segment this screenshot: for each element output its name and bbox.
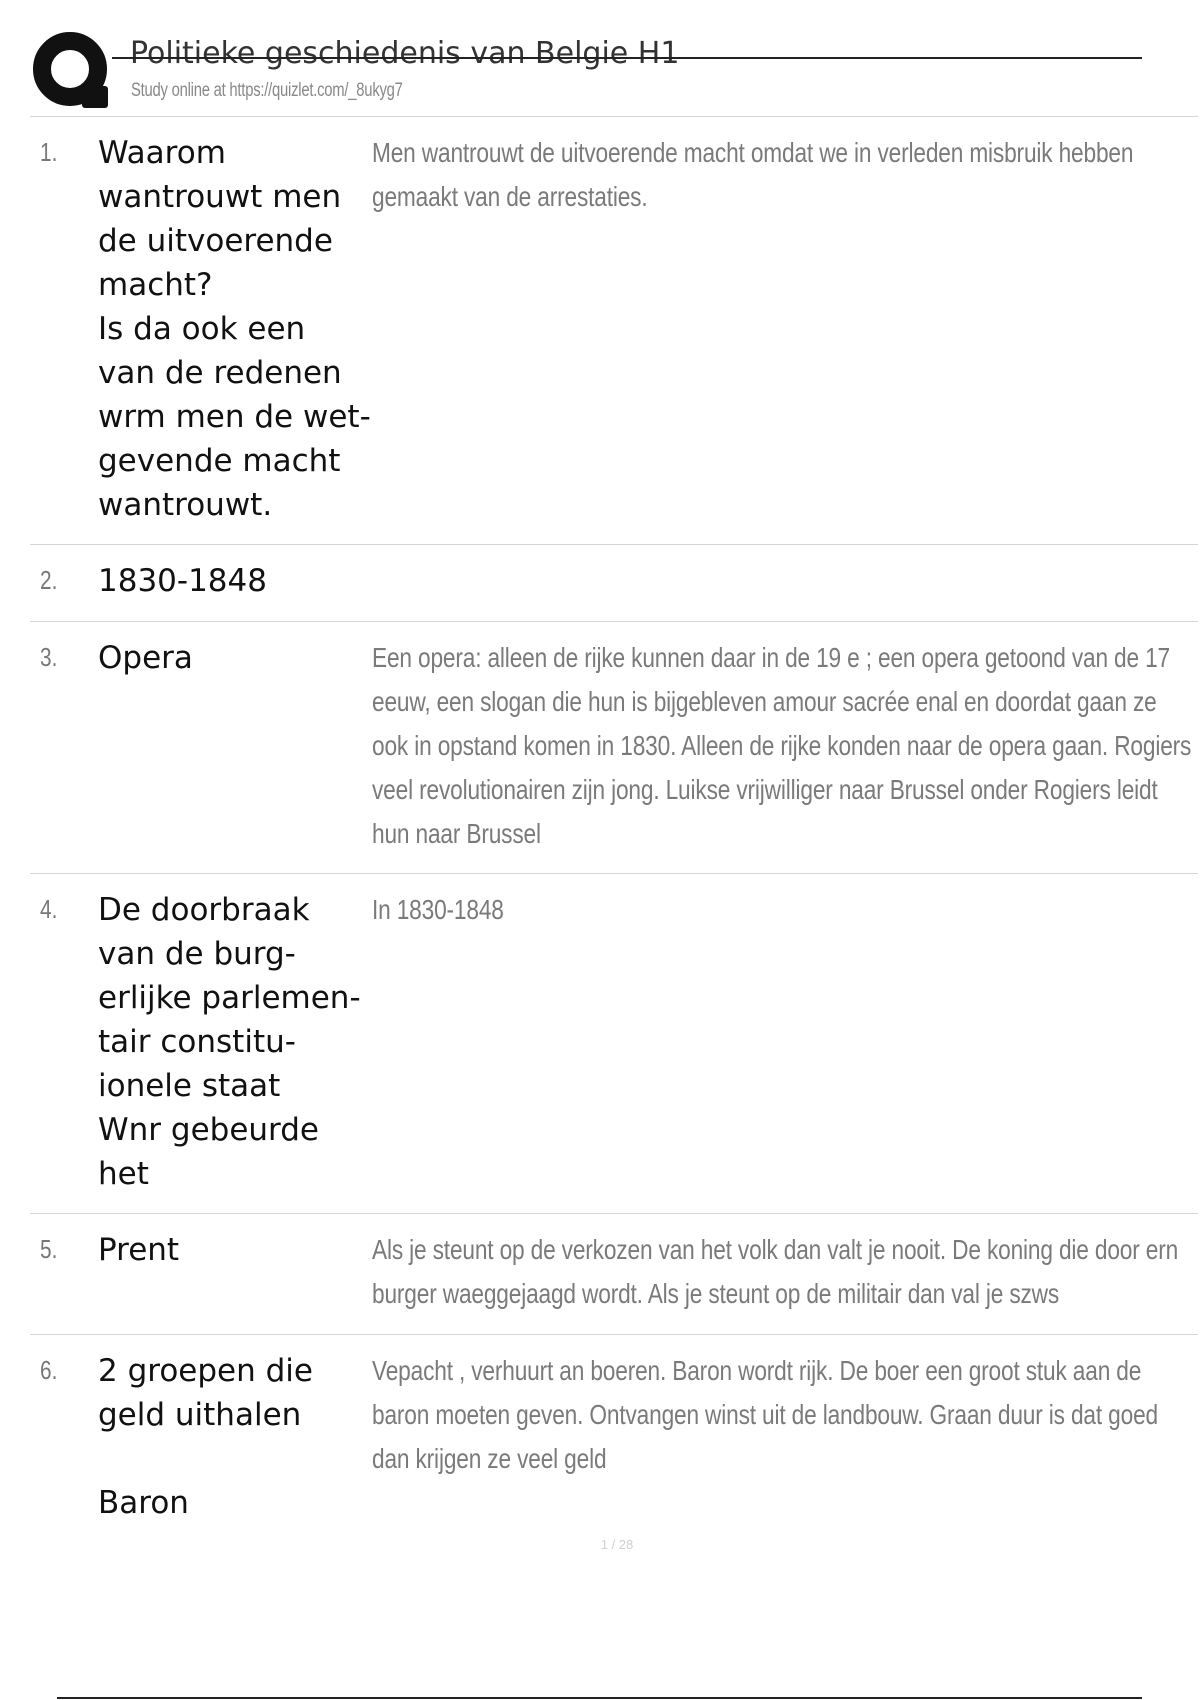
- card-term: 2 groepen die geld uithalen Baron: [98, 1353, 313, 1521]
- card-definition: In 1830-1848: [372, 894, 504, 925]
- card-term: Waarom wantrouwt men de uitvoerende macht? Is da ook een van de redenen wrm men de wet- gevende macht wantrouwt.: [98, 135, 371, 523]
- page-indicator: 1 / 28: [600, 1537, 634, 1552]
- card-definition: Een opera: alleen de rijke kunnen daar in de 19 e ; een opera getoond van de 17 eeuw, een slogan die hun is bijgebleven amour sacrée enal en doordat gaan ze ook in opstand komen in 1830. Alleen de rijke konden naar de opera gaan. Rogiers veel revolutionairen zijn jong. Luikse vrijwilliger naar Brussel onder Rogiers leidt hun naar Brussel: [372, 642, 1192, 849]
- document-title: Politieke geschiedenis van Belgie H1: [130, 36, 680, 71]
- card-term: Prent: [98, 1232, 180, 1268]
- flashcard-row: [30, 117, 1198, 545]
- flashcard-row: [30, 1214, 1198, 1335]
- quizlet-logo-icon: [30, 30, 112, 112]
- card-term: 1830-1848: [98, 563, 267, 599]
- flashcard-row: [30, 622, 1198, 874]
- title-underline: [112, 57, 1142, 59]
- card-number: 6.: [40, 1355, 58, 1385]
- card-number: 1.: [40, 137, 58, 167]
- flashcard-row: [30, 1335, 1198, 1535]
- flashcard-list: [30, 117, 1198, 1535]
- card-definition: Vepacht , verhuurt an boeren. Baron wordt rijk. De boer een groot stuk aan de baron moeten geven. Ontvangen winst uit de landbouw. Graan duur is dat goed dan krijgen ze veel geld: [372, 1355, 1158, 1474]
- footer-divider: [57, 1697, 1142, 1699]
- flashcard-row: [30, 545, 1198, 622]
- card-number: 5.: [40, 1234, 58, 1264]
- card-term: De doorbraak van de burg- erlijke parlemen- tair constitu- ionele staat Wnr gebeurde het: [98, 892, 361, 1192]
- card-number: 2.: [40, 565, 58, 595]
- card-term: Opera: [98, 640, 193, 676]
- flashcard-row: [30, 874, 1198, 1214]
- card-number: 4.: [40, 894, 58, 924]
- card-definition: Men wantrouwt de uitvoerende macht omdat we in verleden misbruik hebben gemaakt van de arrestaties.: [372, 137, 1134, 212]
- study-online-link[interactable]: Study online at https://quizlet.com/_8ukyg7: [131, 80, 403, 101]
- card-number: 3.: [40, 642, 58, 672]
- card-definition: Als je steunt op de verkozen van het volk dan valt je nooit. De koning die door ern burger waeggejaagd wordt. Als je steunt op de militair dan val je szws: [372, 1234, 1179, 1309]
